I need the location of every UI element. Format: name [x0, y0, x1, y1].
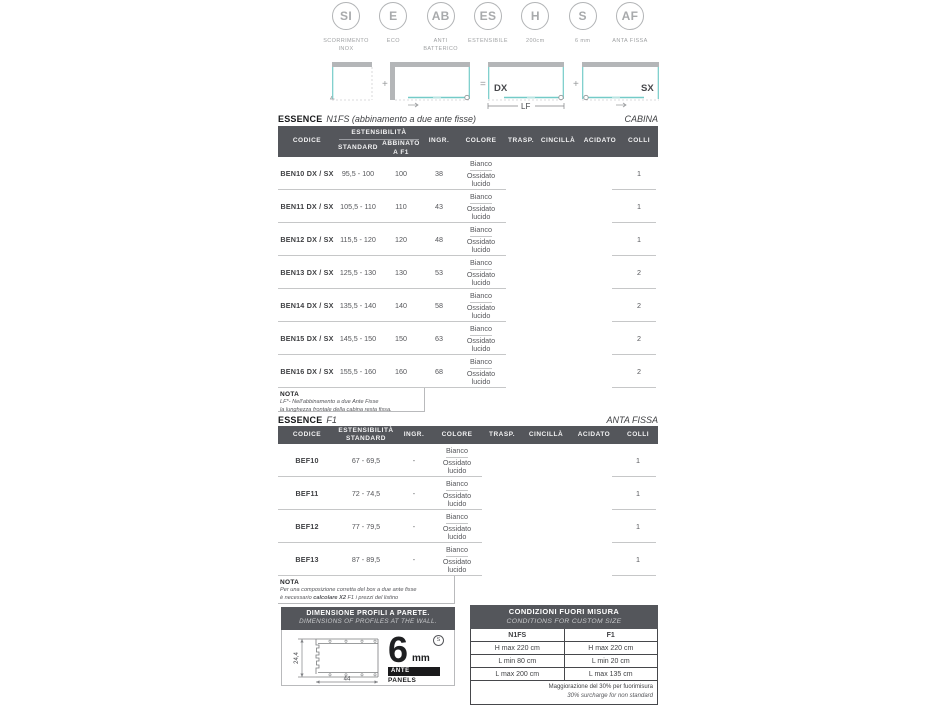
feature-icon-label: 200cm — [526, 38, 545, 44]
cincilla-value — [536, 289, 580, 322]
trasp-value — [482, 477, 522, 510]
side-panel-diagram — [331, 62, 373, 100]
panels-label: PANELS — [388, 676, 417, 684]
standard-value: 135,5 - 140 — [339, 301, 377, 310]
ingr-value: - — [412, 456, 416, 465]
sx-label: SX — [641, 83, 654, 94]
custom-size-footer — [471, 681, 657, 704]
feature-icon-label: ANTI BATTERICO — [423, 38, 458, 53]
cincilla-value — [522, 444, 570, 477]
table2-row — [278, 510, 658, 543]
standard-value: 125,5 - 130 — [339, 268, 377, 277]
nota1-line1: LF*- Nell'abbinamento a due Ante Fisse — [280, 399, 379, 405]
header-standard: STANDARD — [338, 144, 378, 152]
standard-value: 145,5 - 150 — [339, 334, 377, 343]
cabin-dx-diagram — [488, 62, 564, 111]
profile-box-header — [281, 607, 455, 630]
colli-value: 1 — [637, 202, 641, 211]
profile-title-it: DIMENSIONE PROFILI A PARETE. — [306, 610, 430, 617]
table1-title — [278, 111, 658, 124]
ingr-value: - — [412, 555, 416, 564]
codice-value: BEF11 — [295, 489, 319, 498]
table2-model: F1 — [326, 415, 337, 425]
profile-holes — [329, 640, 376, 676]
ingr-value: 63 — [435, 334, 443, 343]
n1fs-value: L min 80 cm — [471, 655, 565, 667]
header-trasp: TRASP. — [508, 137, 534, 145]
colore-option: Ossidato lucido — [466, 270, 496, 287]
colore-option: Bianco — [470, 322, 492, 336]
cincilla-value — [536, 355, 580, 388]
cabin-sx-diagram — [582, 62, 659, 107]
n1fs-value: H max 220 cm — [471, 642, 565, 654]
codice-value: BEF12 — [295, 522, 319, 531]
standard-value: 155,5 - 160 — [339, 367, 377, 376]
custom-size-title-it: CONDIZIONI FUORI MISURA — [508, 607, 620, 616]
custom-size-col-n1fs: N1FS — [471, 629, 565, 641]
standard-value: 95,5 - 100 — [341, 169, 375, 178]
cincilla-value — [522, 543, 570, 576]
acidato-value — [580, 256, 620, 289]
codice-value: BEN15 DX / SX — [280, 334, 334, 343]
acidato-value — [580, 355, 620, 388]
colore-option: Ossidato lucido — [442, 491, 472, 508]
abbinato-value: 140 — [395, 301, 407, 310]
profile-height-dim: 24,4 — [294, 652, 300, 664]
ingr-value: 43 — [435, 202, 443, 211]
profile-width-dim: 44 — [343, 676, 351, 683]
colore-cell — [432, 477, 482, 510]
custom-size-col-f1: F1 — [606, 631, 615, 639]
colore-option: Ossidato lucido — [442, 458, 472, 475]
table1-row — [278, 289, 658, 322]
nota-box-2 — [278, 576, 455, 604]
colli-value: 1 — [636, 489, 640, 498]
codice-value: BEN14 DX / SX — [280, 301, 334, 310]
configuration-diagram — [330, 56, 660, 110]
abbinato-value: 130 — [395, 268, 407, 277]
codice-value: BEN11 DX / SX — [280, 202, 334, 211]
acidato-value — [570, 444, 618, 477]
abbinato-value: 100 — [395, 169, 407, 178]
colore-option: Bianco — [470, 157, 492, 171]
nota2-title: NOTA — [280, 579, 300, 586]
codice-value: BEN12 DX / SX — [280, 235, 334, 244]
standard-value: 87 - 89,5 — [351, 555, 381, 564]
table2-right-label: ANTA FISSA — [606, 415, 658, 425]
acidato-value — [570, 543, 618, 576]
standard-value: 67 - 69,5 — [351, 456, 381, 465]
ingr-value: 53 — [435, 268, 443, 277]
abbinato-value: 160 — [395, 367, 407, 376]
acidato-value — [580, 223, 620, 256]
nota1-line2: la lunghezza frontale della cabina resta fissa. — [280, 407, 392, 414]
table1-row — [278, 256, 658, 289]
cincilla-value — [536, 157, 580, 190]
feature-icon-label: 6 mm — [574, 38, 591, 44]
feature-icon-label: ECO — [386, 38, 400, 44]
colli-value: 1 — [637, 169, 641, 178]
header-acidato: ACIDATO — [583, 137, 617, 145]
cincilla-value — [536, 322, 580, 355]
trasp-value — [506, 223, 536, 256]
header-estensibilita-group — [336, 126, 422, 157]
colore-option: Ossidato lucido — [466, 237, 496, 254]
custom-size-title-en: CONDITIONS FOR CUSTOM SIZE — [506, 618, 622, 626]
feature-icon-label: SCORRIMENTO INOX — [323, 38, 369, 53]
standard-value: 77 - 79,5 — [351, 522, 381, 531]
ingr-value: - — [412, 489, 416, 498]
wall-profile-drawing — [286, 630, 390, 685]
colore-option: Bianco — [470, 289, 492, 303]
cincilla-value — [536, 256, 580, 289]
colore-option: Bianco — [470, 256, 492, 270]
colli-value: 2 — [637, 268, 641, 277]
table2-brand: ESSENCE — [278, 415, 323, 425]
standard-value: 105,5 - 110 — [340, 202, 376, 211]
trasp-value — [506, 355, 536, 388]
header2-cincilla: CINCILLÀ — [528, 430, 564, 438]
abbinato-value: 150 — [395, 334, 407, 343]
custom-size-box — [470, 605, 658, 705]
table1-row — [278, 223, 658, 256]
nota-box-1 — [278, 388, 425, 412]
custom-size-row — [471, 642, 657, 655]
trasp-value — [506, 322, 536, 355]
colore-cell — [456, 190, 506, 223]
glass-thickness-logo — [388, 628, 446, 684]
table1-rows — [278, 157, 658, 388]
colore-cell — [456, 256, 506, 289]
header-colli: COLLI — [628, 137, 650, 145]
s-badge-icon: S — [433, 635, 444, 646]
table1-row — [278, 355, 658, 388]
acidato-value — [580, 322, 620, 355]
dx-label: DX — [494, 83, 508, 94]
table1-model: N1FS (abbinamento a due ante fisse) — [326, 114, 477, 124]
header2-codice: CODICE — [292, 430, 322, 438]
plus-sign-2: + — [573, 79, 579, 90]
equals-sign: = — [480, 79, 486, 90]
table1-brand: ESSENCE — [278, 114, 323, 124]
profile-dimensions-box — [281, 607, 455, 685]
glass-thickness-unit: mm — [412, 652, 430, 664]
trasp-value — [482, 543, 522, 576]
custom-size-header — [470, 605, 658, 629]
surcharge-note-it: Maggiorazione del 30% per fuorimisura — [548, 684, 653, 691]
colore-option: Ossidato lucido — [466, 204, 496, 221]
profile-box-body — [281, 630, 455, 686]
table1-row — [278, 190, 658, 223]
trasp-value — [482, 444, 522, 477]
trasp-value — [506, 190, 536, 223]
colore-option: Bianco — [446, 477, 468, 491]
colore-cell — [456, 157, 506, 190]
cincilla-value — [536, 223, 580, 256]
lf-label: LF — [521, 102, 531, 111]
trasp-value — [506, 289, 536, 322]
af-icon: AF — [616, 2, 644, 30]
header2-estensibilita: ESTENSIBILITÀ STANDARD — [338, 426, 394, 442]
surcharge-note-en: 30% surcharge for non standard — [567, 693, 653, 700]
header2-colli: COLLI — [627, 430, 649, 438]
custom-size-rows — [471, 642, 657, 681]
header-abbinato: ABBINATO A F1 — [382, 140, 420, 156]
ab-icon: AB — [427, 2, 455, 30]
header-cincilla: CINCILLÀ — [540, 137, 576, 145]
colore-cell — [456, 223, 506, 256]
table2-row — [278, 543, 658, 576]
header-codice: CODICE — [292, 137, 322, 145]
colli-value: 2 — [637, 367, 641, 376]
f1-value: L max 135 cm — [588, 670, 633, 678]
colore-option: Ossidato lucido — [466, 171, 496, 188]
ante-bar: ANTE — [388, 667, 440, 676]
acidato-value — [580, 289, 620, 322]
h-icon: H — [521, 2, 549, 30]
profile-outline — [316, 639, 378, 677]
colore-option: Bianco — [470, 355, 492, 369]
lf-dimension — [488, 102, 564, 111]
ingr-value: 38 — [435, 169, 443, 178]
table2-rows — [278, 444, 658, 576]
table2-header — [278, 426, 658, 444]
glass-thickness-number: 6 — [388, 628, 408, 670]
feature-icon-label: ANTA FISSA — [612, 38, 648, 44]
colore-option: Ossidato lucido — [466, 303, 496, 320]
ingr-value: - — [412, 522, 416, 531]
row-separator — [612, 575, 656, 576]
colli-value: 2 — [637, 334, 641, 343]
header-ingr: INGR. — [428, 137, 450, 145]
f1-value: H max 220 cm — [588, 644, 634, 652]
si-icon: SI — [332, 2, 360, 30]
colore-option: Ossidato lucido — [442, 524, 472, 541]
feature-icon-label: ESTENSIBILE — [468, 38, 508, 44]
cincilla-value — [522, 477, 570, 510]
header2-acidato: ACIDATO — [577, 430, 611, 438]
cabin-diagram — [390, 62, 470, 107]
colore-option: Bianco — [446, 543, 468, 557]
header2-ingr: INGR. — [403, 430, 425, 438]
nota2-line2: è necessario calcolare X2 F1 i prezzi del listino — [280, 595, 399, 602]
acidato-value — [580, 157, 620, 190]
colore-option: Ossidato lucido — [466, 336, 496, 353]
f1-value: L min 20 cm — [591, 657, 630, 665]
header2-trasp: TRASP. — [489, 430, 515, 438]
acidato-value — [570, 510, 618, 543]
codice-value: BEN13 DX / SX — [280, 268, 334, 277]
table2-row — [278, 444, 658, 477]
e-icon: E — [379, 2, 407, 30]
colore-cell — [456, 355, 506, 388]
profile-title-en: DIMENSIONS OF PROFILES AT THE WALL. — [299, 618, 437, 626]
trasp-value — [482, 510, 522, 543]
custom-size-table — [470, 629, 658, 705]
custom-size-row — [471, 655, 657, 668]
colli-value: 1 — [636, 456, 640, 465]
s-icon: S — [569, 2, 597, 30]
colore-option: Bianco — [470, 223, 492, 237]
row-separator — [612, 387, 656, 388]
ingr-value: 58 — [435, 301, 443, 310]
cincilla-value — [536, 190, 580, 223]
colli-value: 1 — [637, 235, 641, 244]
colli-value: 1 — [636, 522, 640, 531]
abbinato-value: 120 — [395, 235, 407, 244]
colore-cell — [456, 322, 506, 355]
nota1-title: NOTA — [280, 391, 300, 398]
es-icon: ES — [474, 2, 502, 30]
ingr-value: 48 — [435, 235, 443, 244]
table2-row — [278, 477, 658, 510]
acidato-value — [580, 190, 620, 223]
abbinato-value: 110 — [395, 202, 407, 211]
cincilla-value — [522, 510, 570, 543]
colli-value: 1 — [636, 555, 640, 564]
table1-row — [278, 157, 658, 190]
custom-size-column-headers — [471, 629, 657, 642]
colore-cell — [432, 444, 482, 477]
header-colore: COLORE — [465, 137, 497, 145]
colore-cell — [432, 543, 482, 576]
standard-value: 72 - 74,5 — [351, 489, 381, 498]
table1-header — [278, 126, 658, 157]
trasp-value — [506, 256, 536, 289]
table1-right-label: CABINA — [624, 114, 658, 124]
ingr-value: 68 — [435, 367, 443, 376]
acidato-value — [570, 477, 618, 510]
header-estensibilita: ESTENSIBILITÀ — [339, 126, 419, 140]
custom-size-row — [471, 668, 657, 681]
colore-cell — [432, 510, 482, 543]
colli-value: 2 — [637, 301, 641, 310]
codice-value: BEF13 — [295, 555, 319, 564]
codice-value: BEN16 DX / SX — [280, 367, 334, 376]
table1-row — [278, 322, 658, 355]
trasp-value — [506, 157, 536, 190]
colore-option: Bianco — [446, 444, 468, 458]
feature-icon-af — [590, 2, 670, 45]
codice-value: BEF10 — [295, 456, 319, 465]
header2-colore: COLORE — [441, 430, 473, 438]
n1fs-value: L max 200 cm — [471, 668, 565, 680]
colore-cell — [456, 289, 506, 322]
table2-title — [278, 412, 658, 425]
nota2-line1: Per una composizione corretta del box a due ante fisse — [280, 587, 417, 593]
colore-option: Bianco — [470, 190, 492, 204]
plus-sign: + — [382, 79, 388, 90]
codice-value: BEN10 DX / SX — [280, 169, 334, 178]
colore-option: Ossidato lucido — [442, 557, 472, 574]
colore-option: Ossidato lucido — [466, 369, 496, 386]
colore-option: Bianco — [446, 510, 468, 524]
standard-value: 115,5 - 120 — [340, 235, 376, 244]
